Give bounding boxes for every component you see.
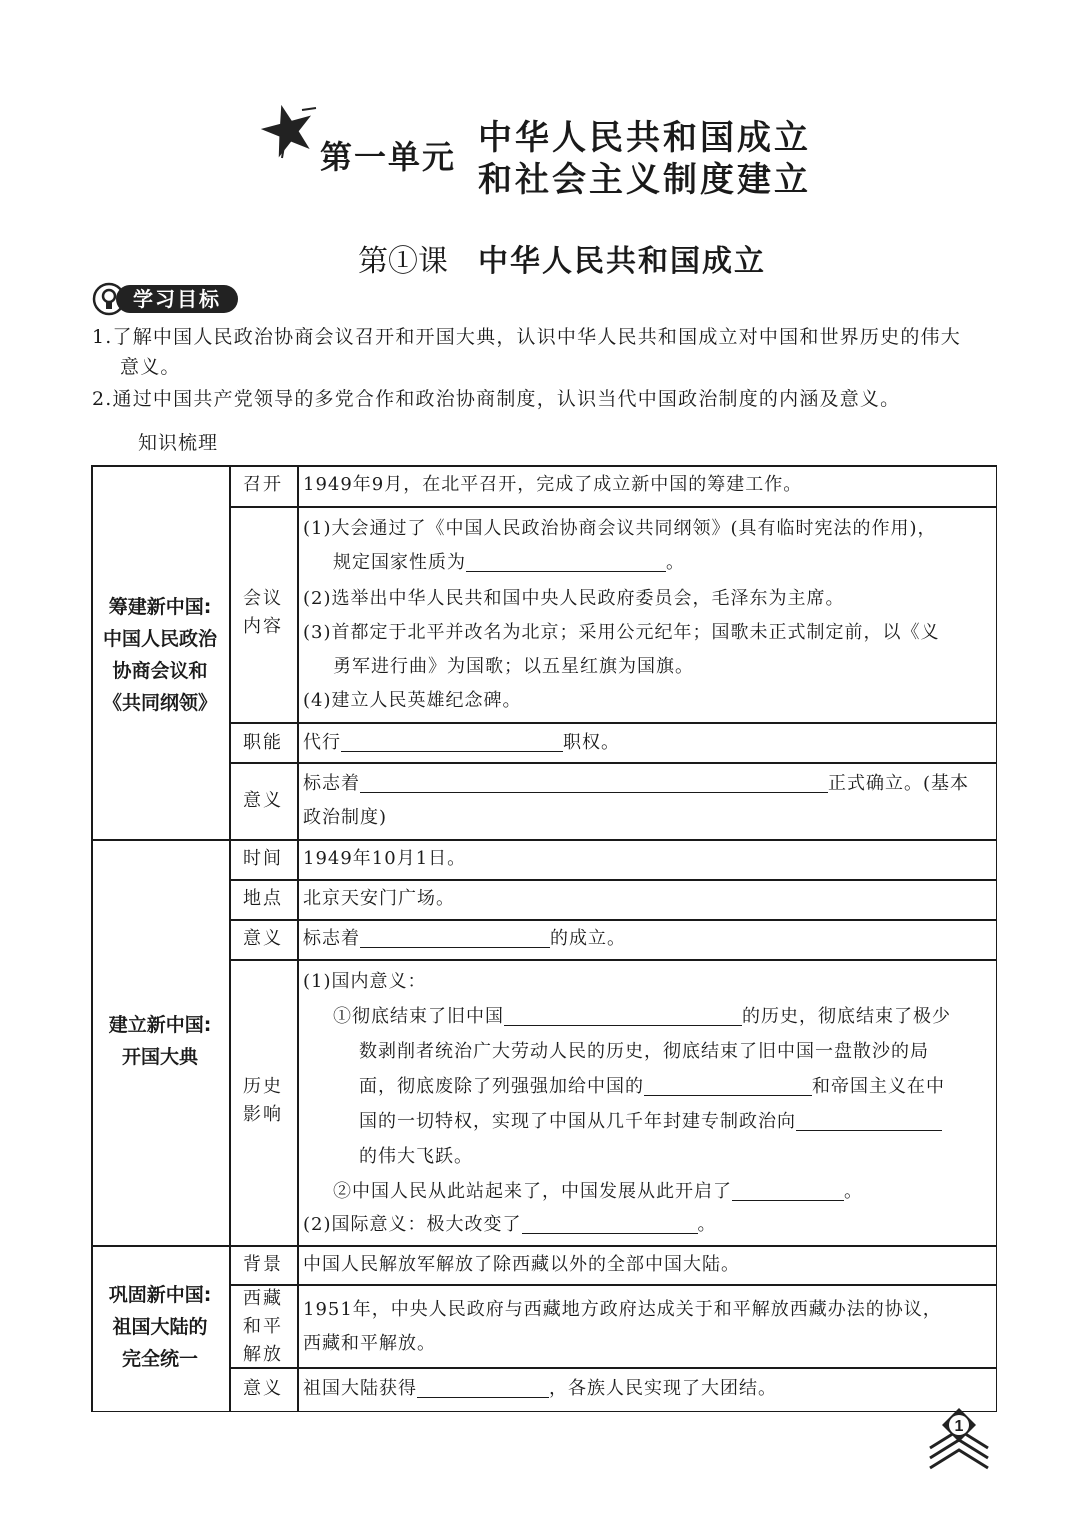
unification-meaning-label: 意义 — [243, 1378, 283, 1399]
function-label: 职能 — [243, 732, 283, 753]
answer-blank[interactable] — [466, 549, 666, 572]
significance-line2: 政治制度) — [303, 807, 388, 828]
section-2-label: 建立新中国: 开国大典 — [108, 1014, 212, 1068]
page-number-badge — [926, 1408, 992, 1478]
content-line4: (4)建立人民英雄纪念碑。 — [303, 690, 522, 711]
lesson-number: 第①课 — [358, 244, 448, 279]
content-line2: (2)选举出中华人民共和国中央人民政府委员会，毛泽东为主席。 — [303, 588, 845, 609]
convene-text: 1949年9月，在北平召开，完成了成立新中国的筹建工作。 — [303, 474, 803, 495]
content-line1b: 规定国家性质为 。 — [333, 547, 685, 579]
answer-blank[interactable] — [504, 1003, 742, 1026]
impact-line-b: 数剥削者统治广大劳动人民的历史，彻底结束了旧中国一盘散沙的局 — [359, 1041, 929, 1062]
impact-label: 历史 影响 — [243, 1076, 283, 1125]
unification-meaning-text: 祖国大陆获得 ，各族人民实现了大团结。 — [303, 1373, 777, 1405]
time-label: 时间 — [243, 848, 283, 869]
impact-line-c: 面，彻底废除了列强强加给中国的 和帝国主义在中 — [359, 1071, 945, 1103]
unit-title-line1: 中华人民共和国成立 — [478, 118, 811, 158]
impact-line-e: 的伟大飞跃。 — [359, 1146, 473, 1167]
answer-blank[interactable] — [360, 925, 550, 948]
content-line3: (3)首都定于北平并改名为北京；采用公元纪年；国歌未正式制定前，以《义 — [303, 622, 940, 643]
objective-2: 2.通过中国共产党领导的多党合作和政治协商制度，认识当代中国政治制度的内涵及意义。 — [92, 388, 901, 410]
convene-label: 召开 — [243, 474, 283, 495]
background-label: 背景 — [243, 1254, 283, 1275]
section-1-label: 筹建新中国: 中国人民政治 协商会议和 《共同纲领》 — [102, 596, 217, 714]
objective-1-line2: 意义。 — [120, 356, 181, 378]
background-text: 中国人民解放军解放了除西藏以外的全部中国大陆。 — [303, 1254, 740, 1275]
section-3-label: 巩固新中国: 祖国大陆的 完全统一 — [108, 1284, 212, 1370]
content-line3b: 勇军进行曲》为国歌；以五星红旗为国旗。 — [333, 656, 694, 677]
tibet-label: 西藏 和平 解放 — [243, 1288, 283, 1365]
tibet-text-line1: 1951年，中央人民政府与西藏地方政府达成关于和平解放西藏办法的协议， — [303, 1299, 942, 1320]
answer-blank[interactable] — [360, 770, 828, 793]
answer-blank[interactable] — [522, 1211, 698, 1234]
function-text: 代行 职权。 — [303, 727, 620, 759]
impact-domestic: (1)国内意义： — [303, 971, 427, 992]
impact-line-d: 国的一切特权，实现了中国从几千年封建专制政治向 — [359, 1106, 942, 1138]
answer-blank[interactable] — [796, 1108, 942, 1131]
place-label: 地点 — [243, 888, 283, 909]
unit-title-line2: 和社会主义制度建立 — [478, 160, 811, 200]
answer-blank[interactable] — [417, 1375, 549, 1398]
significance-label: 意义 — [243, 790, 283, 811]
impact-intl: (2)国际意义：极大改变了 。 — [303, 1209, 717, 1241]
objectives-badge — [92, 282, 238, 316]
answer-blank[interactable] — [341, 729, 563, 752]
knowledge-table — [91, 465, 997, 1412]
impact-line-f: ②中国人民从此站起来了，中国发展从此开启了 。 — [333, 1176, 863, 1208]
significance-text: 标志着 正式确立。(基本 — [303, 768, 969, 800]
meaning-label: 意义 — [243, 928, 283, 949]
answer-blank[interactable] — [644, 1073, 812, 1096]
content-label: 会议 内容 — [243, 588, 283, 637]
time-text: 1949年10月1日。 — [303, 848, 467, 869]
star-icon — [258, 100, 318, 160]
meaning-text: 标志着 的成立。 — [303, 923, 626, 955]
lesson-title: 中华人民共和国成立 — [478, 244, 766, 279]
knowledge-label: 知识梳理 — [138, 432, 219, 454]
unit-label: 第一单元 — [320, 138, 457, 176]
answer-blank[interactable] — [732, 1178, 844, 1201]
objective-1-line1: 1.了解中国人民政治协商会议召开和开国大典，认识中华人民共和国成立对中国和世界历史的伟大 — [92, 326, 961, 348]
page-number: 1 — [954, 1418, 964, 1435]
content-line1: (1)大会通过了《中国人民政治协商会议共同纲领》(具有临时宪法的作用)， — [303, 518, 937, 539]
tibet-text-line2: 西藏和平解放。 — [303, 1333, 436, 1354]
place-text: 北京天安门广场。 — [303, 888, 455, 909]
impact-line-a: ①彻底结束了旧中国 的历史，彻底结束了极少 — [333, 1001, 951, 1033]
objectives-badge-label: 学习目标 — [116, 285, 238, 313]
